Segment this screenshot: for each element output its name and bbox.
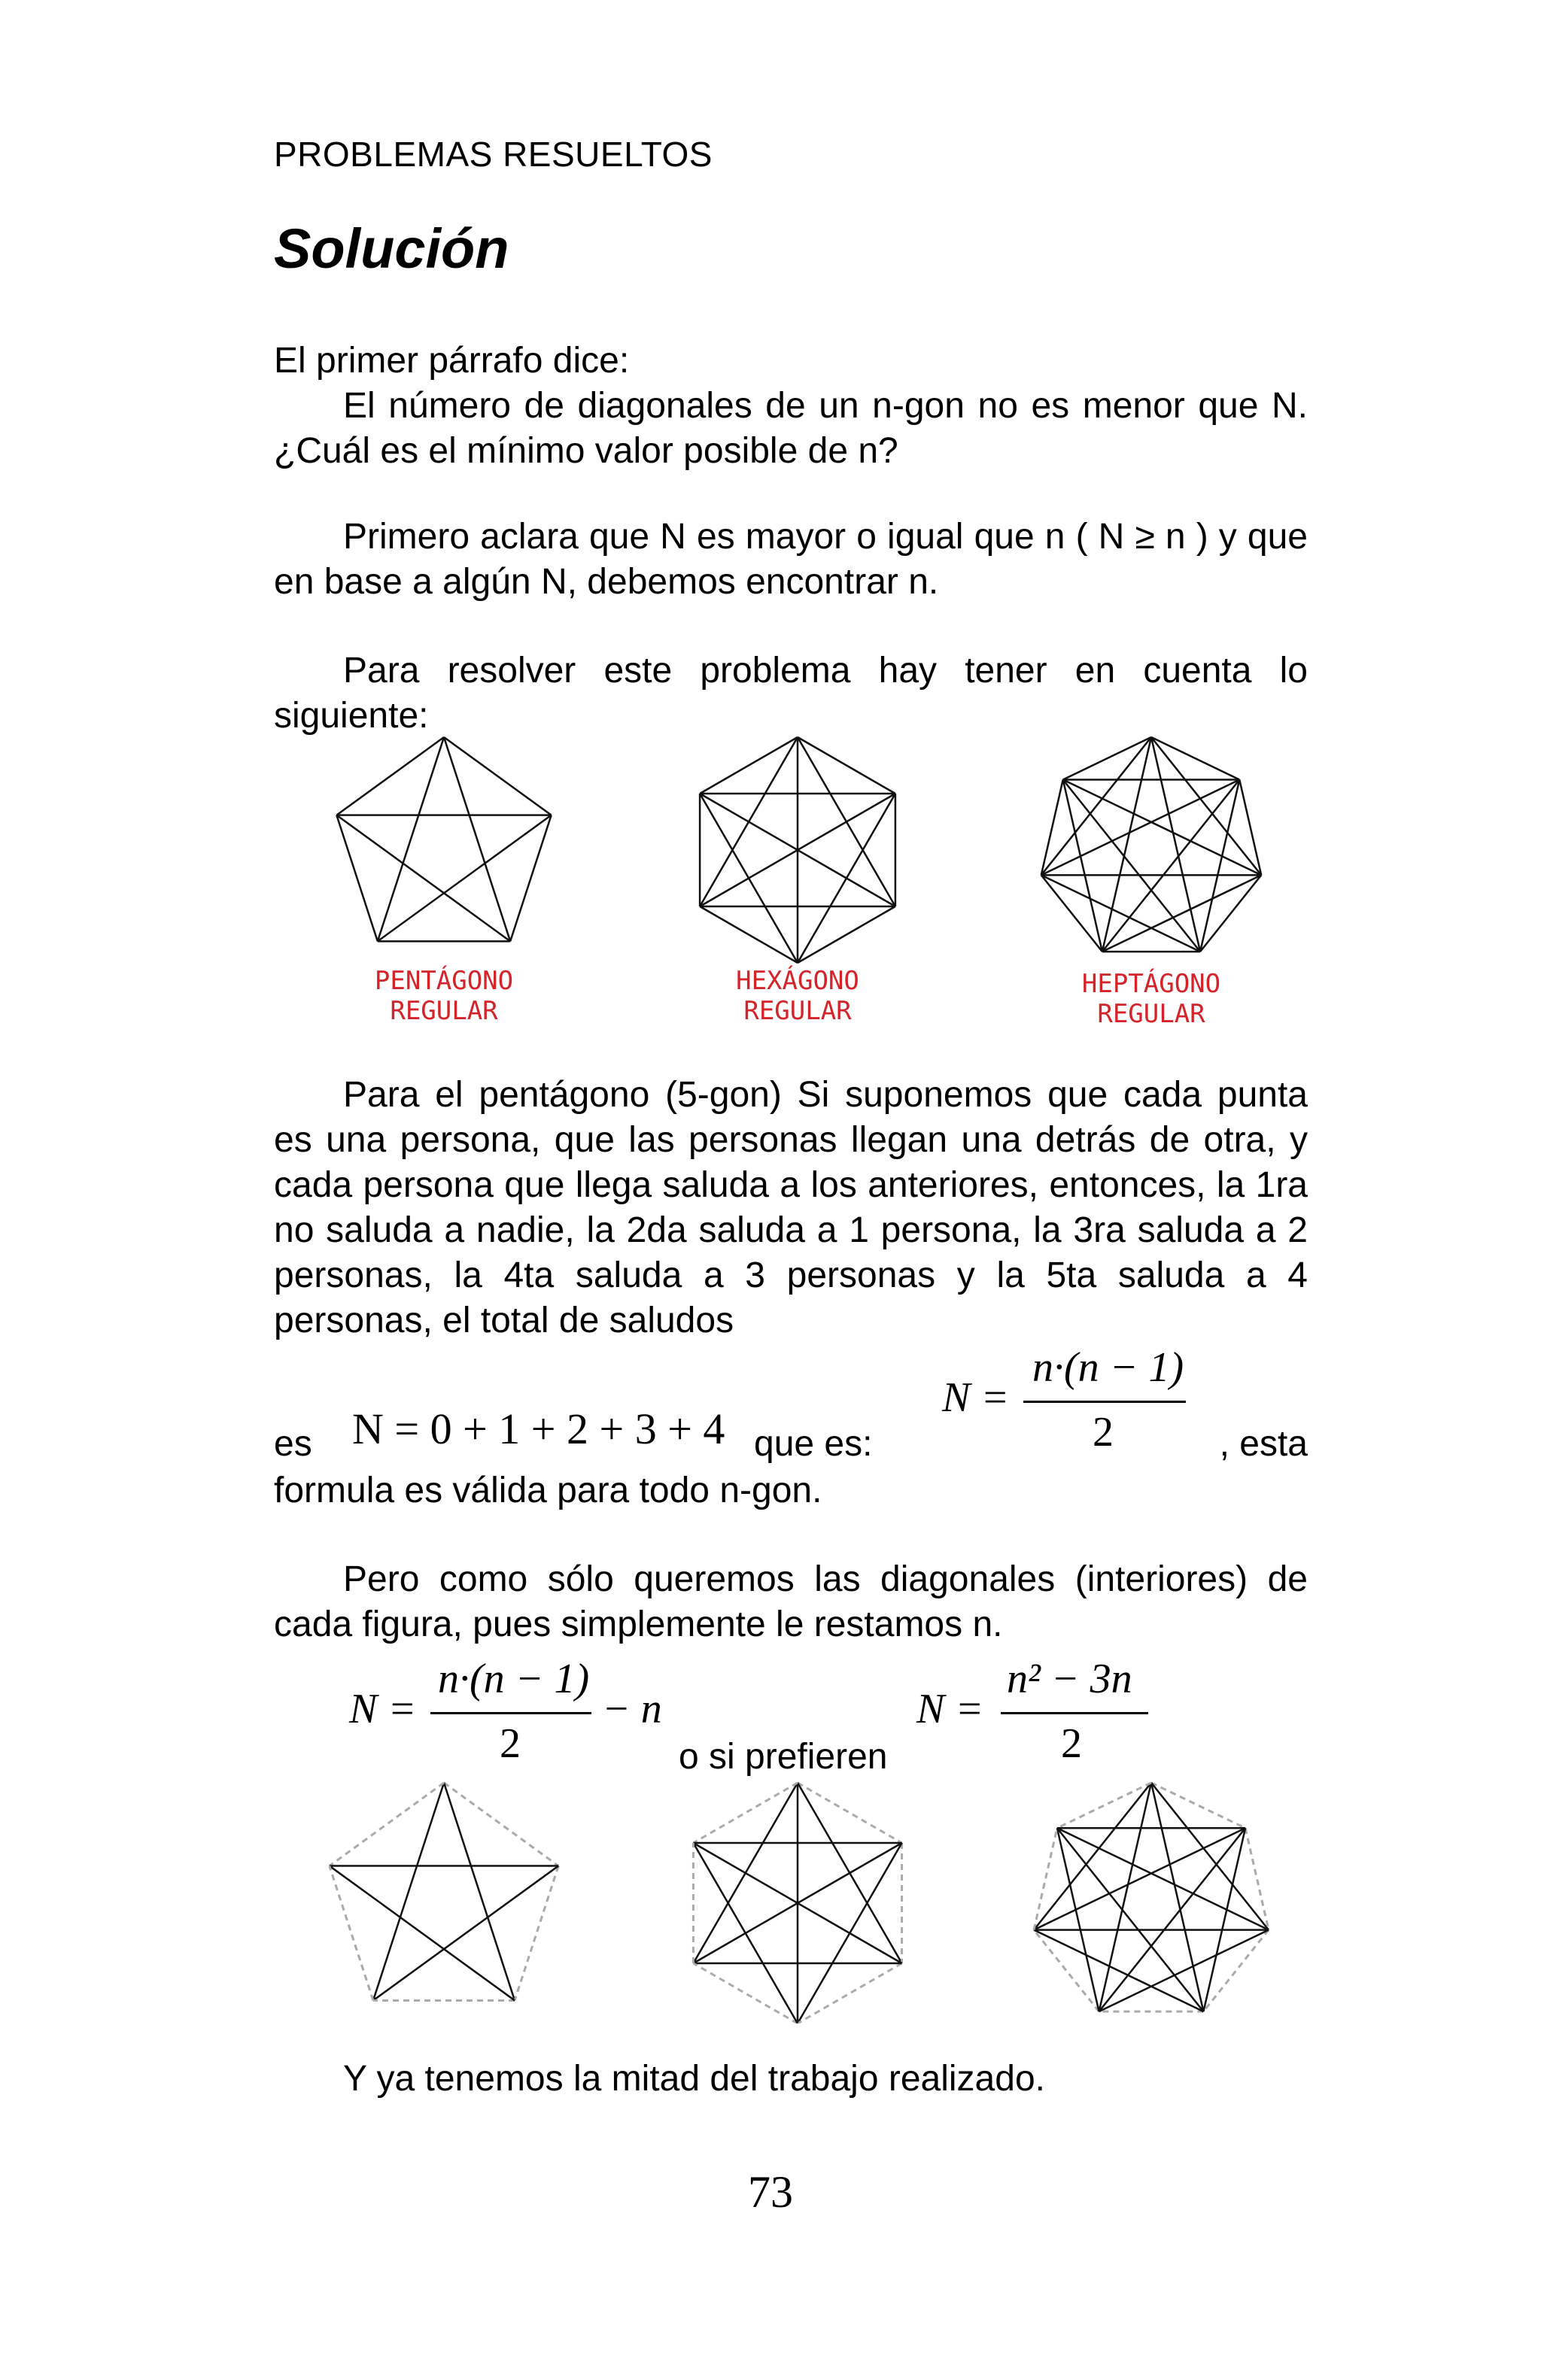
paragraph-formula-valid: formula es válida para todo n-gon. — [274, 1471, 822, 1510]
polygons-bottom-figure — [286, 1775, 1309, 2023]
polygon-top-5-edge — [336, 737, 444, 815]
polygon-bottom-7-edge — [1151, 1783, 1245, 1828]
polygon-bottom-6-diagonal — [693, 1843, 798, 2023]
polygon-bottom-7-diagonal — [1151, 1783, 1203, 2011]
paragraph-handshake: Para el pentágono (5-gon) Si suponemos que cada punta es una persona, que las personas llegan una detrás de otra, y cada persona que llega saluda a los anteriores, entonces, la 1ra no saluda a nadie, la 2da saluda a 1 persona, la 3ra saluda a 2 personas, la 4ta saluda a 3 personas y la 5ta saluda a 4 personas, el total de saludos — [274, 1075, 1308, 1340]
paragraph-diagonals: Pero como sólo queremos las diagonales (interiores) de cada figura, pues simplemente le restamos n. — [274, 1559, 1308, 1644]
polygon-bottom-6-edge — [693, 1783, 798, 1843]
caption-hexagon-line2: REGULAR — [743, 996, 852, 1026]
polygon-bottom-5-diagonal — [373, 1866, 558, 2001]
caption-hexagon — [685, 966, 910, 1026]
polygon-bottom-5-edge — [515, 1866, 558, 2001]
polygon-top-7-diagonal — [1041, 779, 1240, 875]
caption-heptagon-line1: HEPTÁGONO — [1081, 969, 1221, 999]
polygon-top-5-diagonal — [336, 815, 510, 942]
polygon-top-5-edge — [510, 815, 551, 942]
text-es: es — [274, 1424, 312, 1464]
polygon-top-5-edge — [336, 815, 377, 942]
formula1-numerator: n·(n − 1) — [1032, 1344, 1184, 1391]
polygon-bottom-7-diagonal — [1034, 1828, 1245, 1929]
formula3-denominator: 2 — [1061, 1720, 1082, 1767]
polygon-top-7-diagonal — [1102, 875, 1261, 952]
polygon-top-6-edge — [700, 906, 798, 963]
polygon-top-6-diagonal — [700, 794, 798, 963]
caption-pentagon — [331, 966, 557, 1026]
paragraph-consider: Para resolver este problema hay tener en cuenta lo siguiente: — [274, 651, 1308, 736]
formula3-numerator: n² − 3n — [1007, 1656, 1132, 1702]
caption-pentagon-line2: REGULAR — [390, 996, 498, 1026]
formula1-lhs: N = — [942, 1374, 1010, 1421]
polygon-bottom-7-diagonal — [1034, 1930, 1203, 2012]
polygon-top-7-diagonal — [1041, 875, 1200, 952]
text-que-es: que es: — [754, 1424, 873, 1464]
polygon-bottom-7-diagonal — [1099, 1783, 1151, 2011]
polygon-bottom-5-edge — [330, 1866, 373, 2001]
running-header: PROBLEMAS RESUELTOS — [274, 135, 713, 174]
page-number: 73 — [748, 2167, 793, 2217]
formula3-lhs: N = — [916, 1686, 984, 1732]
paragraph-quote: El número de diagonales de un n-gon no es menor que N. ¿Cuál es el mínimo valor posible de n? — [274, 386, 1308, 471]
polygon-top-6-edge — [798, 737, 895, 794]
polygon-bottom-7-edge — [1057, 1783, 1151, 1828]
polygon-bottom-5-edge — [330, 1783, 444, 1866]
caption-pentagon-line1: PENTÁGONO — [374, 966, 514, 996]
polygon-bottom-5-diagonal — [444, 1783, 515, 2000]
formula2-fraction-bar — [430, 1712, 591, 1714]
formula1-fraction-bar — [1023, 1401, 1186, 1403]
polygon-bottom-6-edge — [693, 1963, 798, 2023]
polygon-top-5-diagonal — [378, 815, 552, 942]
polygon-top-5-diagonal — [444, 737, 510, 941]
equation-sum: N = 0 + 1 + 2 + 3 + 4 — [352, 1404, 725, 1453]
text-esta: , esta — [1219, 1424, 1308, 1464]
text-o-si-prefieren: o si prefieren — [679, 1737, 888, 1777]
caption-hexagon-line1: HEXÁGONO — [736, 966, 859, 996]
polygon-bottom-7-diagonal — [1057, 1828, 1204, 2011]
polygon-top-5-diagonal — [378, 737, 444, 941]
paragraph-clarify: Primero aclara que N es mayor o igual que n ( N ≥ n ) y que en base a algún N, debemos encontrar n. — [274, 517, 1308, 602]
polygon-top-7-diagonal — [1063, 779, 1262, 875]
formula2-numerator: n·(n − 1) — [438, 1656, 590, 1702]
formula2-denominator: 2 — [500, 1720, 521, 1767]
polygon-bottom-5-edge — [444, 1783, 558, 1866]
polygon-bottom-5-diagonal — [373, 1783, 444, 2000]
polygon-bottom-6-edge — [798, 1783, 902, 1843]
polygon-top-6-edge — [798, 906, 895, 963]
paragraph-closing: Y ya tenemos la mitad del trabajo realizado. — [343, 2059, 1045, 2099]
polygon-bottom-7-diagonal — [1099, 1828, 1246, 2011]
caption-heptagon — [1038, 969, 1264, 1029]
polygon-bottom-6-edge — [798, 1963, 902, 2023]
paragraph-intro: El primer párrafo dice: — [274, 341, 630, 381]
polygon-top-7-edge — [1151, 737, 1239, 779]
section-title: Solución — [274, 217, 509, 280]
formula2-lhs: N = — [349, 1686, 417, 1732]
caption-heptagon-line2: REGULAR — [1097, 999, 1205, 1029]
polygon-bottom-5-diagonal — [330, 1866, 515, 2001]
polygon-bottom-7-diagonal — [1057, 1828, 1269, 1929]
formula2-minus-n: − n — [602, 1686, 662, 1732]
polygon-top-5-edge — [444, 737, 552, 815]
polygon-top-6-edge — [700, 737, 798, 794]
polygon-bottom-7-diagonal — [1099, 1930, 1269, 2012]
polygon-top-7-edge — [1063, 737, 1151, 779]
formula3-fraction-bar — [1001, 1712, 1148, 1714]
formula1-denominator: 2 — [1093, 1409, 1114, 1456]
